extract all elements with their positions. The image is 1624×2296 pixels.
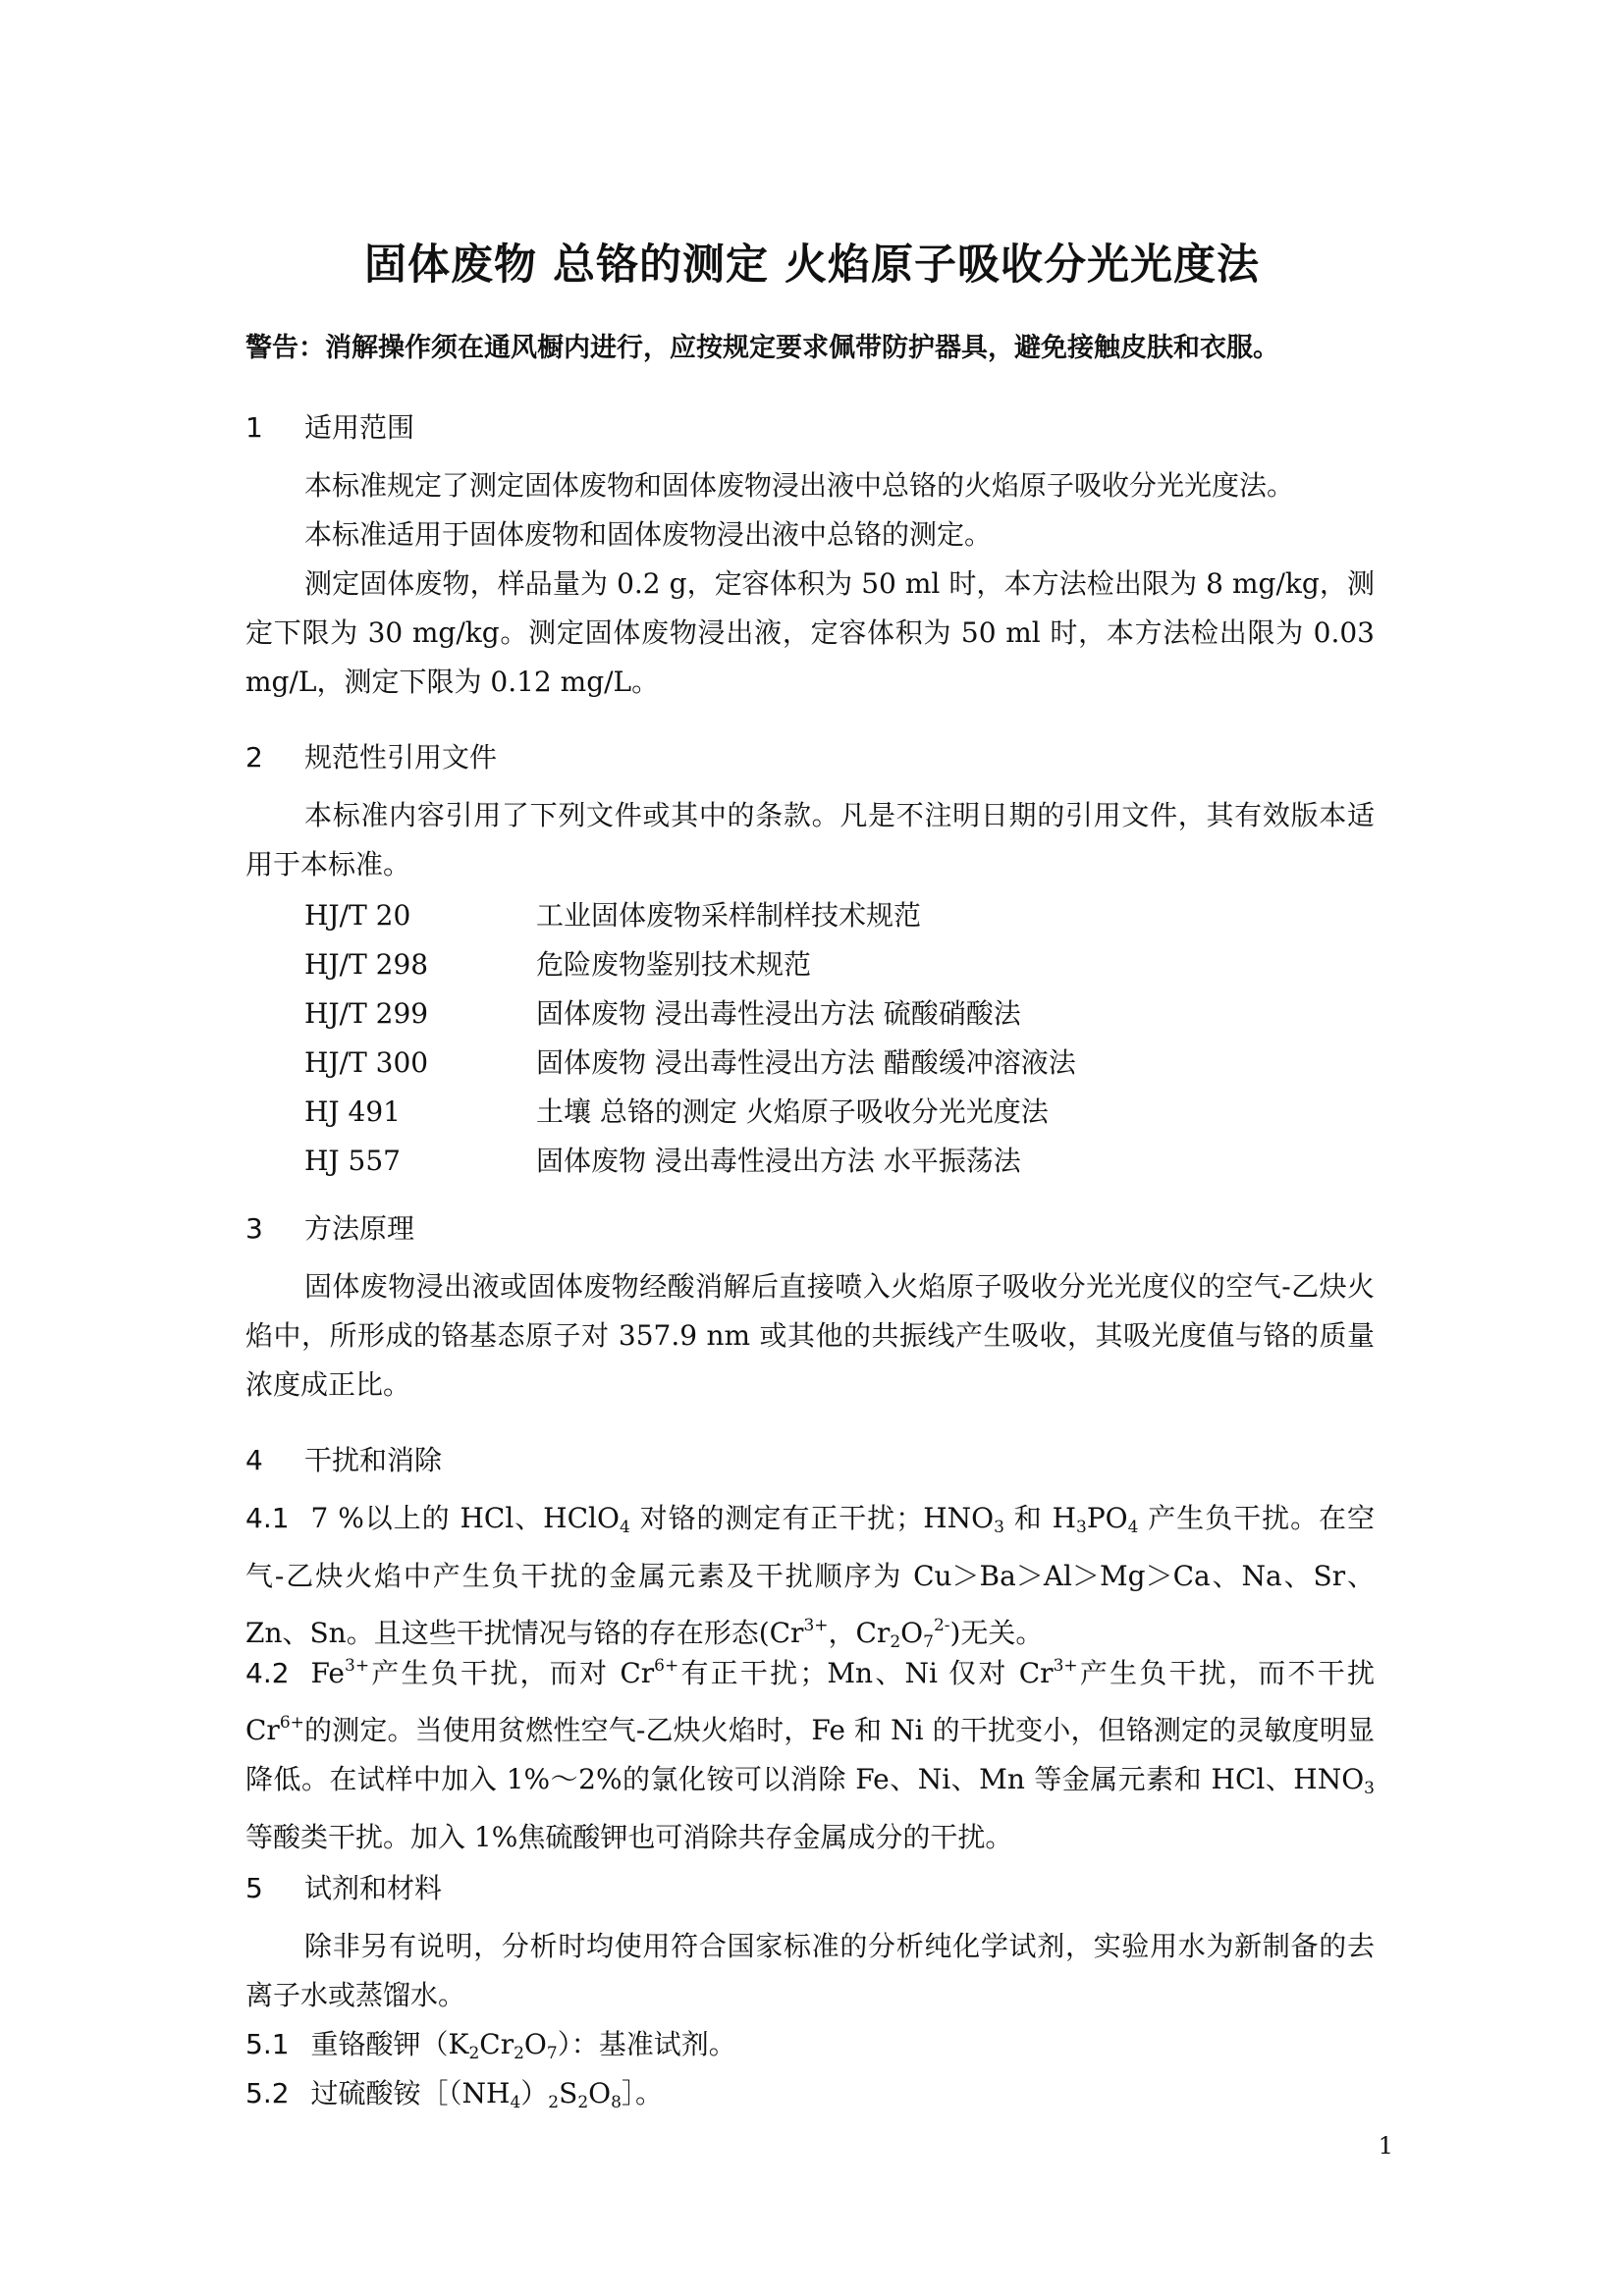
clause-text: ）	[520, 2077, 549, 2109]
clause-text: Fe	[310, 1657, 345, 1689]
section-2-heading	[245, 736, 497, 775]
subscript: 4	[619, 1518, 630, 1537]
subscript: 4	[1127, 1518, 1139, 1537]
reference-name: 固体废物 浸出毒性浸出方法 水平振荡法	[536, 1145, 1021, 1177]
section-2-intro: 本标准内容引用了下列文件或其中的条款。凡是不注明日期的引用文件，其有效版本适用于本标准。	[245, 799, 1375, 881]
section-5-paragraph: 除非另有说明，分析时均使用符合国家标准的分析纯化学试剂，实验用水为新制备的去离子水或蒸馏水。	[245, 1930, 1375, 2011]
clause-text: ］。	[621, 2077, 663, 2109]
reference-name: 固体废物 浸出毒性浸出方法 硫酸硝酸法	[536, 997, 1021, 1030]
clause-text: ）：基准试剂。	[557, 2028, 736, 2060]
clause-text: 对铬的测定有正干扰；HNO	[629, 1502, 995, 1534]
clause-text: S	[559, 2077, 578, 2109]
section-1-paragraph-2: 本标准适用于固体废物和固体废物浸出液中总铬的测定。	[304, 518, 993, 551]
section-5-heading	[245, 1867, 442, 1906]
clause-text: 的测定。当使用贫燃性空气-乙炔火焰时，Fe 和 Ni 的干扰变小，但铬测定的灵敏度明显降低。在试样中加入 1%～2%的氯化铵可以消除 Fe、Ni、Mn 等金属元素和 HCl、HNO	[245, 1714, 1375, 1795]
clause-text: 和 H	[1003, 1502, 1076, 1534]
reference-code: HJ/T 298	[304, 948, 429, 981]
section-1-heading	[245, 406, 414, 446]
section-number: 4	[245, 1444, 263, 1476]
reference-row	[304, 894, 921, 934]
section-1-paragraph-3: 测定固体废物，样品量为 0.2 g，定容体积为 50 ml 时，本方法检出限为 8 mg/kg，测定下限为 30 mg/kg。测定固体废物浸出液，定容体积为 50 ml 时，本方法检出限为 0.03 mg/L，测定下限为 0.12 mg/L。	[245, 567, 1375, 698]
reference-name: 工业固体废物采样制样技术规范	[536, 899, 922, 932]
clause-number: 4.1	[245, 1502, 290, 1534]
clause-text: 产生负干扰，而不干扰 Cr	[245, 1657, 1375, 1746]
clause-text: 有正干扰；Mn、Ni 仅对 Cr	[678, 1657, 1054, 1689]
reference-row	[304, 992, 1021, 1032]
subscript: 8	[611, 2093, 622, 2112]
subscript: 2	[514, 2044, 524, 2063]
subscript: 2	[577, 2093, 589, 2112]
section-title: 干扰和消除	[304, 1444, 443, 1476]
section-4-heading	[245, 1439, 442, 1478]
subscript: 2	[890, 1632, 901, 1652]
clause-text: 过硫酸铵［（NH	[310, 2077, 511, 2109]
subscript: 7	[923, 1632, 934, 1652]
page-number: 1	[1378, 2132, 1393, 2160]
clause-number: 4.2	[245, 1657, 290, 1689]
reference-name: 固体废物 浸出毒性浸出方法 醋酸缓冲溶液法	[536, 1046, 1076, 1079]
clause-5-2	[245, 2069, 1375, 2127]
subscript: 3	[994, 1518, 1004, 1537]
reference-row	[304, 1041, 1076, 1081]
clause-text: )无关。	[949, 1617, 1044, 1649]
section-number: 2	[245, 741, 263, 774]
section-title: 规范性引用文件	[304, 741, 498, 774]
section-title: 试剂和材料	[304, 1872, 443, 1904]
clause-text: PO	[1086, 1502, 1128, 1534]
section-number: 1	[245, 411, 263, 444]
clause-4-2	[245, 1641, 1375, 1862]
subscript: 7	[546, 2044, 558, 2063]
reference-row	[304, 943, 811, 983]
clause-text: 产生负干扰。在空气-乙炔火焰中产生负干扰的金属元素及干扰顺序为 Cu＞Ba＞Al＞Mg＞Ca、Na、Sr、Zn、Sn。且这些干扰情况与铬的存在形态(Cr	[245, 1502, 1375, 1649]
clause-text: O	[588, 2077, 612, 2109]
superscript: 2-	[933, 1616, 950, 1635]
superscript: 6+	[654, 1656, 679, 1676]
subscript: 4	[510, 2093, 521, 2112]
clause-number: 5.1	[245, 2028, 290, 2060]
section-number: 5	[245, 1872, 263, 1904]
document-title: 固体废物 总铬的测定 火焰原子吸收分光光度法	[364, 240, 1260, 290]
section-title: 方法原理	[304, 1212, 415, 1245]
section-3-paragraph: 固体废物浸出液或固体废物经酸消解后直接喷入火焰原子吸收分光光度仪的空气-乙炔火焰中，所形成的铬基态原子对 357.9 nm 或其他的共振线产生吸收，其吸光度值与铬的质量浓度成正比。	[245, 1270, 1375, 1401]
clause-text: O	[900, 1617, 924, 1649]
clause-text: 重铬酸钾（K	[310, 2028, 469, 2060]
section-3-heading	[245, 1207, 414, 1247]
section-title: 适用范围	[304, 411, 415, 444]
clause-text: Cr	[479, 2028, 514, 2060]
clause-text: 等酸类干扰。加入 1%焦硫酸钾也可消除共存金属成分的干扰。	[245, 1821, 1013, 1853]
superscript: 6+	[279, 1713, 304, 1733]
superscript: 3+	[345, 1656, 370, 1676]
subscript: 3	[1076, 1518, 1087, 1537]
superscript: 3+	[803, 1616, 829, 1635]
reference-code: HJ 557	[304, 1145, 401, 1177]
reference-code: HJ/T 300	[304, 1046, 429, 1079]
safety-warning: 警告：消解操作须在通风橱内进行，应按规定要求佩带防护器具，避免接触皮肤和衣服。	[245, 333, 1279, 363]
reference-name: 土壤 总铬的测定 火焰原子吸收分光光度法	[536, 1095, 1049, 1128]
section-number: 3	[245, 1212, 263, 1245]
clause-text: 产生负干扰，而对 Cr	[369, 1657, 655, 1689]
reference-code: HJ/T 299	[304, 997, 429, 1030]
reference-name: 危险废物鉴别技术规范	[536, 948, 812, 981]
subscript: 3	[1364, 1779, 1375, 1798]
clause-text: O	[523, 2028, 547, 2060]
clause-text: 7 %以上的 HCl、HClO	[310, 1502, 620, 1534]
clause-text: ，Cr	[828, 1617, 891, 1649]
subscript: 2	[548, 2093, 560, 2112]
reference-row	[304, 1091, 1049, 1130]
clause-number: 5.2	[245, 2077, 290, 2109]
reference-code: HJ/T 20	[304, 899, 411, 932]
section-1-paragraph-1: 本标准规定了测定固体废物和固体废物浸出液中总铬的火焰原子吸收分光光度法。	[304, 469, 1295, 502]
subscript: 2	[468, 2044, 480, 2063]
superscript: 3+	[1053, 1656, 1078, 1676]
reference-code: HJ 491	[304, 1095, 401, 1128]
reference-row	[304, 1140, 1021, 1179]
